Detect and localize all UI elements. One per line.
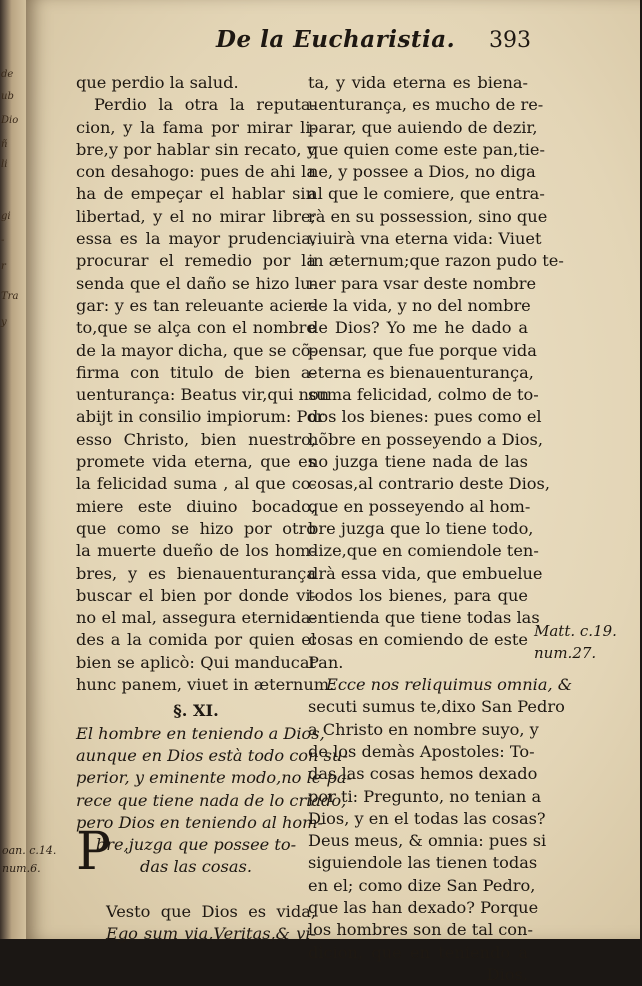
text-line: rà en su possession, sino que [308, 206, 548, 226]
text-line: das las cosas hemos dexado [308, 764, 538, 784]
margin-note-line: num.27. [534, 644, 597, 662]
text-line: hõbre en posseyendo a Dios, [308, 429, 544, 449]
text-line: al que le comiere, que entra- [308, 184, 545, 204]
previous-page-fragment: - [1, 235, 5, 246]
text-line: que en posseyendo al hom- [308, 496, 531, 516]
text-line: abijt in consilio impiorum: Por [76, 407, 325, 427]
text-line: uenturança: Beatus vir,qui non [76, 385, 330, 405]
text-line [76, 879, 316, 901]
text-line: esso Christo, bien nuestro, [76, 429, 316, 449]
previous-page-fragment: ub [1, 91, 14, 102]
text-line: Ecce nos reliquimus omnia, & [326, 675, 573, 695]
text-line: que perdio la salud. [76, 73, 239, 92]
margin-note-left [2, 842, 56, 878]
margin-note-line: oan. c.14. [2, 844, 57, 857]
text-line: des a la comida por quien el [76, 630, 316, 650]
text-line: bres, y es bienauenturança [76, 563, 316, 583]
text-line: dize,que en comiendole ten- [308, 541, 539, 561]
page-number: 393 [489, 28, 531, 53]
text-line: siguiendole las tienen todas [308, 853, 538, 873]
text-line: aunque en Dios està todo con su- [76, 745, 348, 765]
text-line: ner para vsar deste nombre [308, 273, 537, 293]
text-line: to,que se alça con el nombre [76, 318, 316, 338]
margin-note-line: num.6. [2, 862, 41, 875]
previous-page-fragment: Tra [1, 291, 19, 302]
text-line: por ti: Pregunto, no tenian a [308, 786, 542, 806]
text-line: ha de empeçar el hablar sin [76, 184, 316, 204]
text-line: rece que tiene nada de lo criado, [76, 790, 347, 810]
text-line: procurar el remedio por la [76, 251, 316, 271]
text-line: viuirà vna eterna vida: Viuet [308, 229, 542, 249]
text-line: todos los bienes, para que [308, 585, 528, 605]
text-line: que como se hizo por otro [76, 518, 316, 538]
left-column [76, 72, 352, 946]
text-line: cosas en comiendo de este [308, 630, 528, 650]
text-line: senda que el daño se hizo lu- [76, 273, 316, 293]
text-line: Ego sum via,Veritas,& vi- [106, 924, 316, 944]
text-line: Pan. [308, 652, 344, 672]
previous-page-fragment: r [1, 261, 6, 272]
text-line: Deus meus, & omnia: pues si [308, 831, 547, 851]
text-line: los hombres son de tal con- [308, 920, 533, 940]
text-line: firma con titulo de bien a- [76, 362, 316, 382]
text-line: no juzga tiene nada de las [308, 452, 528, 472]
text-line: secuti sumus te,dixo San Pedro [308, 697, 565, 717]
book-page [26, 0, 640, 984]
text-line: dicion, que en teniendo a [308, 942, 528, 962]
text-line: entienda que tiene todas las [308, 608, 540, 628]
text-line: bre,y por hablar sin recato, y [76, 139, 316, 159]
text-line: §. XI. [173, 701, 219, 721]
text-line: a Christo en nombre suyo, y [308, 719, 539, 739]
text-line: Vesto que Dios es vida, [106, 901, 316, 921]
text-line: de la vida, y no del nombre [308, 295, 531, 315]
drop-capital: P [76, 822, 111, 882]
text-line: bre,juzga que possee to- [95, 835, 297, 855]
previous-page-fragment: Dio [1, 115, 19, 126]
text-line: no el mal, assegura eternida- [76, 608, 316, 628]
text-line: en el; como dize San Pedro, [308, 875, 536, 895]
text-line: cion, y la fama por mirar li- [76, 117, 316, 137]
text-line: la muerte dueño de los hom- [76, 541, 316, 561]
text-line: pensar, que fue porque vida [308, 340, 537, 360]
margin-note-scripture [534, 620, 617, 664]
text-line: drà essa vida, que embuelue [308, 563, 543, 583]
text-line: essa es la mayor prudencia, [76, 229, 316, 249]
text-line: que quien come este pan,tie- [308, 139, 545, 159]
previous-page-fragment: li [1, 159, 8, 170]
text-line: Perdio la otra la reputa- [94, 95, 316, 115]
text-line: ta, y vida eterna es biena- [308, 73, 528, 92]
text-line: promete vida eterna, que es [76, 452, 316, 472]
text-line: con desahogo: pues de ahi la [76, 162, 316, 182]
text-line: miere este diuino bocado, [76, 496, 316, 516]
text-line: buscar el bien por donde vi- [76, 585, 316, 605]
running-header: De la Eucharistia. [216, 26, 456, 53]
text-line: cosas,al contrario deste Dios, [308, 474, 550, 494]
text-line: pero Dios en teniendo al hom- [76, 812, 323, 832]
text-line: in æternum;que razon pudo te- [308, 251, 564, 271]
text-line: perior, y eminente modo,no le pa- [76, 768, 352, 788]
text-line: Dios, [486, 964, 528, 984]
text-line: El hombre en teniendo a Dios, [76, 723, 325, 743]
text-line: hunc panem, viuet in æternum. [76, 675, 335, 695]
text-line: la felicidad suma , al que co- [76, 474, 316, 494]
text-line: gar: y es tan releuante acier- [76, 295, 316, 315]
text-line: eterna es bienauenturança, [308, 362, 534, 382]
text-line: de los demàs Apostoles: To- [308, 741, 535, 761]
previous-page-fragment: y [1, 317, 7, 328]
previous-page-fragment: de [1, 69, 14, 80]
text-line: libertad, y el no mirar libre; [76, 206, 316, 226]
text-line: de Dios? Yo me he dado a [308, 318, 528, 338]
text-line: Dios, y en el todas las cosas? [308, 808, 546, 828]
text-line: uenturança, es mucho de re- [308, 95, 544, 115]
previous-page-fragment: gi [1, 211, 11, 222]
text-line: ne, y possee a Dios, no diga [308, 162, 536, 182]
text-line: bien se aplicò: Qui manducat [76, 652, 316, 672]
previous-page-edge [0, 0, 26, 939]
text-line: bre juzga que lo tiene todo, [308, 518, 534, 538]
text-line: parar, que auiendo de dezir, [308, 117, 538, 137]
text-line: dos los bienes: pues como el [308, 407, 542, 427]
previous-page-fragment: ñ [1, 139, 8, 150]
text-line: das las cosas. [140, 857, 252, 877]
text-line: que las han dexado? Porque [308, 897, 539, 917]
margin-note-line: Matt. c.19. [534, 622, 617, 640]
text-line: suma felicidad, colmo de to- [308, 385, 539, 405]
text-line: de la mayor dicha, que se cõ- [76, 340, 316, 360]
